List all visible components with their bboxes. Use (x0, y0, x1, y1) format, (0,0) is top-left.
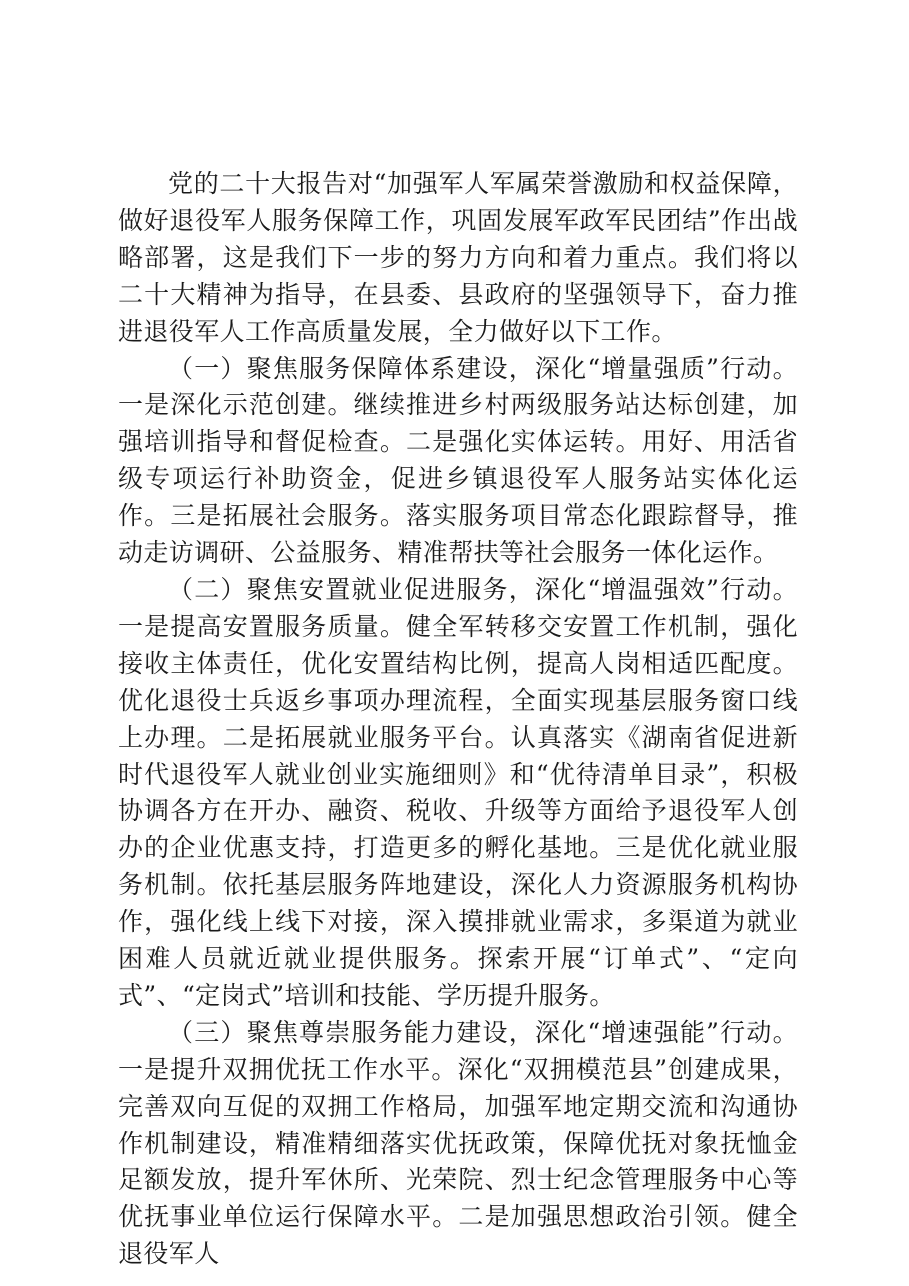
document-body (118, 166, 798, 1273)
paragraph-section-3: （三）聚焦尊崇服务能力建设，深化“增速强能”行动。一是提升双拥优抚工作水平。深化“双拥模范县”创建成果，完善双向互促的双拥工作格局，加强军地定期交流和沟通协作机制建设，精准精细落实优抚政策，保障优抚对象抚恤金足额发放，提升军休所、光荣院、烈士纪念管理服务中心等优抚事业单位运行保障水平。二是加强思想政治引领。健全退役军人 (118, 1017, 798, 1269)
paragraph-intro: 党的二十大报告对“加强军人军属荣誉激励和权益保障，做好退役军人服务保障工作，巩固发展军政军民团结”作出战略部署，这是我们下一步的努力方向和着力重点。我们将以二十大精神为指导，在县委、县政府的坚强领导下，奋力推进退役军人工作高质量发展，全力做好以下工作。 (118, 169, 798, 346)
paragraph-section-1: （一）聚焦服务保障体系建设，深化“增量强质”行动。一是深化示范创建。继续推进乡村两级服务站达标创建，加强培训指导和督促检查。二是强化实体运转。用好、用活省级专项运行补助资金，促进乡镇退役军人服务站实体化运作。三是拓展社会服务。落实服务项目常态化跟踪督导，推动走访调研、公益服务、精准帮扶等社会服务一体化运作。 (118, 353, 798, 568)
paragraph-section-2: （二）聚焦安置就业促进服务，深化“增温强效”行动。一是提高安置服务质量。健全军转移交安置工作机制，强化接收主体责任，优化安置结构比例，提高人岗相适匹配度。优化退役士兵返乡事项办理流程，全面实现基层服务窗口线上办理。二是拓展就业服务平台。认真落实《湖南省促进新时代退役军人就业创业实施细则》和“优待清单目录”，积极协调各方在开办、融资、税收、升级等方面给予退役军人创办的企业优惠支持，打造更多的孵化基地。三是优化就业服务机制。依托基层服务阵地建设，深化人力资源服务机构协作，强化线上线下对接，深入摸排就业需求，多渠道为就业困难人员就近就业提供服务。探索开展“订单式”、“定向式”、“定岗式”培训和技能、学历提升服务。 (118, 574, 798, 1010)
